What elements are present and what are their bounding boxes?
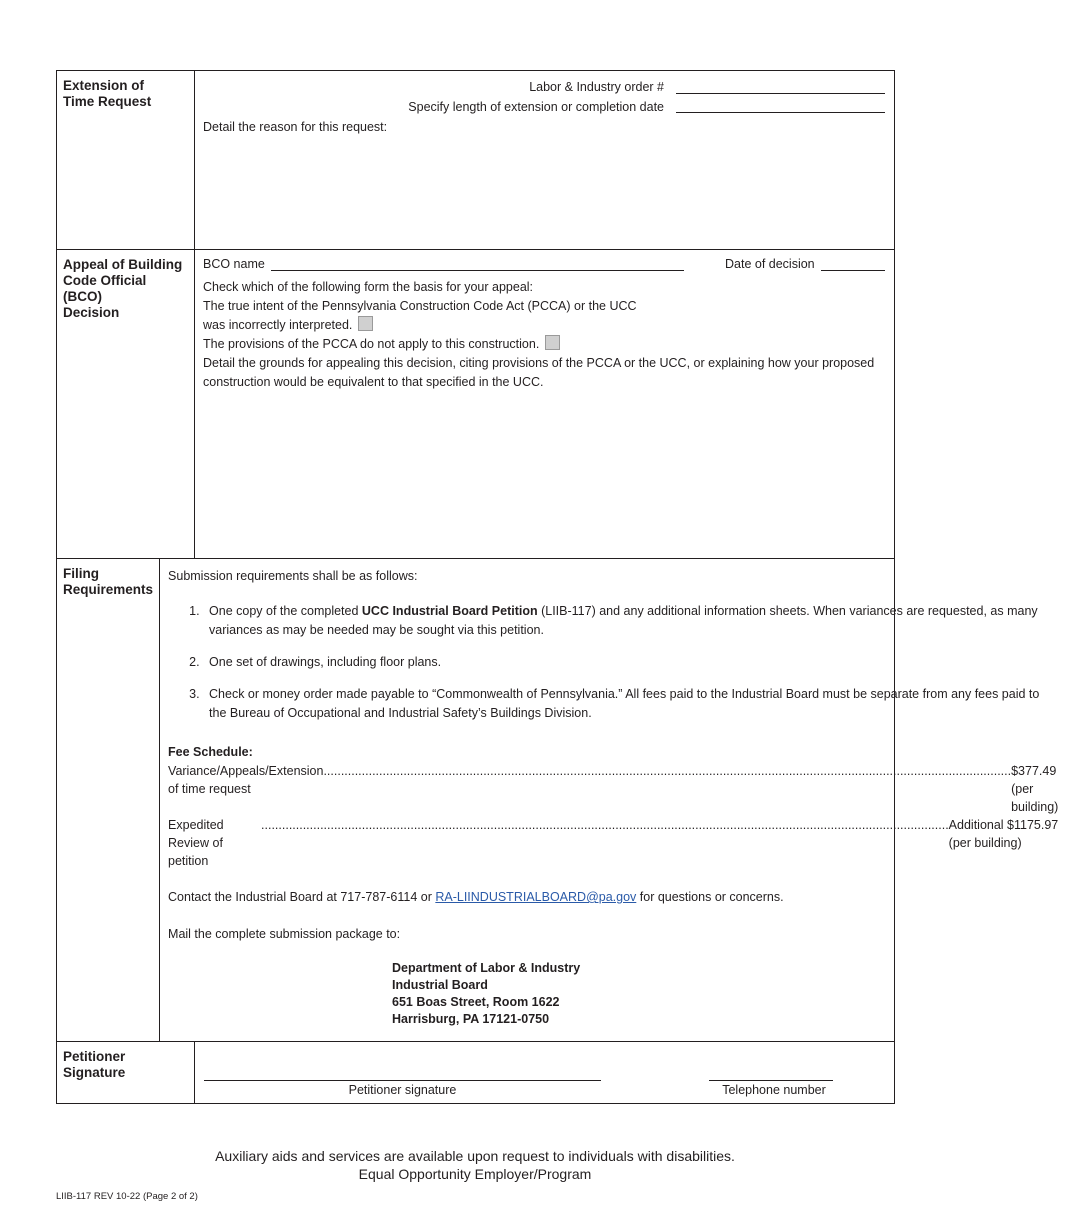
reason-text-area[interactable] xyxy=(203,139,886,243)
equal-opportunity-notice: Equal Opportunity Employer/Program xyxy=(358,1166,592,1182)
extension-section xyxy=(57,71,894,250)
not-applicable-checkbox[interactable] xyxy=(545,335,560,350)
fee-row: Expedited Review of petition ..... Additional $1175.97 (per building) xyxy=(168,816,1058,870)
petitioner-signature-caption: Petitioner signature xyxy=(348,1083,457,1097)
extension-section-content xyxy=(195,71,894,249)
list-item: 2. One set of drawings, including floor plans. xyxy=(203,653,1058,672)
bco-name-field[interactable] xyxy=(271,270,684,271)
mail-intro: Mail the complete submission package to: xyxy=(168,927,401,941)
extension-section-label: Extension of Time Request xyxy=(57,71,195,249)
appeal-section-content xyxy=(195,250,894,558)
extension-length-field[interactable] xyxy=(676,112,885,113)
form-number: LIIB-117 REV 10-22 (Page 2 of 2) xyxy=(56,1191,198,1202)
filing-intro: Submission requirements shall be as follows: xyxy=(168,569,418,583)
interpretation-checkbox[interactable] xyxy=(358,316,373,331)
telephone-number-field[interactable] xyxy=(709,1080,833,1081)
option-interpretation-line1: The true intent of the Pennsylvania Construction Code Act (PCCA) or the UCC xyxy=(203,299,637,313)
filing-section xyxy=(57,559,1059,1042)
filing-section-label: Filing Requirements xyxy=(57,559,160,1041)
extension-length-label: Specify length of extension or completion date xyxy=(408,100,664,114)
appeal-grounds-text-area[interactable] xyxy=(203,392,886,552)
order-number-field[interactable] xyxy=(676,93,885,94)
fee-row: Variance/Appeals/Extension of time request ..... $377.49 (per building) xyxy=(168,762,1058,816)
signature-section xyxy=(57,1042,894,1103)
requirements-list xyxy=(168,602,1058,723)
signature-section-content xyxy=(195,1042,894,1103)
signature-section-label: Petitioner Signature xyxy=(57,1042,195,1103)
list-item: 1. One copy of the completed UCC Industrial Board Petition (LIIB-117) and any additional information sheets. When variances are requested, as many variances as may be needed may be sought via this petition. xyxy=(203,602,1058,640)
telephone-number-caption: Telephone number xyxy=(722,1083,826,1097)
appeal-section xyxy=(57,250,894,559)
appeal-basis-intro: Check which of the following form the basis for your appeal: xyxy=(203,280,534,294)
petitioner-signature-field[interactable] xyxy=(204,1080,601,1081)
filing-section-content xyxy=(160,559,1066,1041)
accessibility-notice: Auxiliary aids and services are available upon request to individuals with disabilities. xyxy=(215,1148,735,1164)
order-number-label: Labor & Industry order # xyxy=(529,80,664,94)
list-item: 3. Check or money order made payable to “Commonwealth of Pennsylvania.” All fees paid to the Industrial Board must be separate from any fees paid to the Bureau of Occupational and Industrial Safety’s Buildings Division. xyxy=(203,685,1058,723)
petition-title: UCC Industrial Board Petition xyxy=(361,604,538,618)
contact-info: Contact the Industrial Board at 717-787-6114 or RA-LIINDUSTRIALBOARD@pa.gov for questions or concerns. xyxy=(168,890,784,904)
email-link[interactable]: RA-LIINDUSTRIALBOARD@pa.gov xyxy=(435,890,637,904)
option-interpretation: was incorrectly interpreted. xyxy=(203,316,886,335)
appeal-section-label: Appeal of Building Code Official (BCO) Decision xyxy=(57,250,195,558)
reason-label: Detail the reason for this request: xyxy=(203,120,388,134)
appeal-detail-line1: Detail the grounds for appealing this decision, citing provisions of the PCCA or the UCC, or explaining how your proposed xyxy=(203,356,875,370)
decision-date-field[interactable] xyxy=(821,270,885,271)
mailing-address: Department of Labor & Industry Industrial Board 651 Boas Street, Room 1622 Harrisburg, PA 17121-0750 xyxy=(392,961,581,1026)
fee-schedule-heading: Fee Schedule: xyxy=(168,745,253,759)
petition-form-table xyxy=(56,70,1059,1104)
bco-name-label: BCO name xyxy=(203,257,265,271)
appeal-detail-line2: construction would be equivalent to that specified in the UCC. xyxy=(203,375,544,389)
option-not-applicable: The provisions of the PCCA do not apply to this construction. xyxy=(203,335,886,354)
decision-date-label: Date of decision xyxy=(725,257,815,271)
